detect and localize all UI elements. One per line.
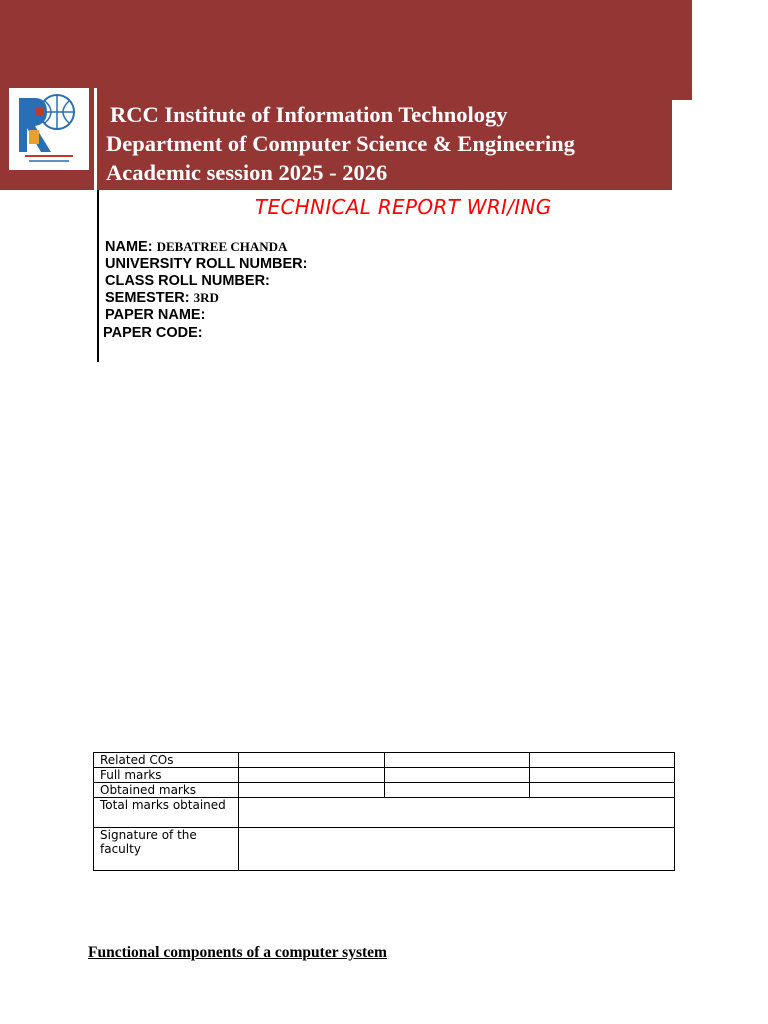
section-heading: Functional components of a computer system xyxy=(88,944,387,961)
academic-session: Academic session 2025 - 2026 xyxy=(106,160,388,185)
table-cell xyxy=(385,753,530,768)
table-row xyxy=(94,783,675,798)
total-marks-label: Total marks obtained xyxy=(94,798,239,828)
class-roll-label: CLASS ROLL NUMBER: xyxy=(105,273,270,289)
table-cell xyxy=(239,753,385,768)
semester-field xyxy=(105,291,219,306)
marks-table xyxy=(93,752,675,871)
header-divider xyxy=(94,88,97,190)
name-field xyxy=(105,240,287,255)
table-row xyxy=(94,768,675,783)
paper-name-field xyxy=(105,308,205,323)
obtained-marks-label: Obtained marks xyxy=(94,783,239,798)
table-cell xyxy=(239,768,385,783)
table-cell xyxy=(239,828,675,871)
table-row xyxy=(94,798,675,828)
university-roll-label: UNIVERSITY ROLL NUMBER: xyxy=(105,256,308,272)
university-roll-field xyxy=(105,257,307,272)
table-cell xyxy=(239,798,675,828)
left-margin-rule xyxy=(97,190,99,362)
table-cell xyxy=(530,768,675,783)
signature-label: Signature of the faculty xyxy=(94,828,239,871)
header-banner-top xyxy=(0,0,692,100)
semester-label: SEMESTER: xyxy=(105,290,190,306)
rcciit-logo-icon xyxy=(9,88,89,170)
table-cell xyxy=(385,768,530,783)
table-cell xyxy=(530,753,675,768)
full-marks-label: Full marks xyxy=(94,768,239,783)
table-cell xyxy=(385,783,530,798)
report-title: TECHNICAL REPORT WRI/ING xyxy=(255,195,552,219)
related-cos-label: Related COs xyxy=(94,753,239,768)
paper-code-label: PAPER CODE: xyxy=(103,325,203,341)
class-roll-field xyxy=(105,274,270,289)
table-cell xyxy=(530,783,675,798)
semester-value: 3RD xyxy=(193,290,219,305)
name-label: NAME: xyxy=(105,239,153,255)
paper-name-label: PAPER NAME: xyxy=(105,307,206,323)
table-row xyxy=(94,753,675,768)
name-value: DEBATREE CHANDA xyxy=(156,239,288,254)
institute-name: RCC Institute of Information Technology xyxy=(110,102,508,127)
table-row xyxy=(94,828,675,871)
table-cell xyxy=(239,783,385,798)
paper-code-field xyxy=(103,326,203,341)
department-name: Department of Computer Science & Engineering xyxy=(106,131,575,156)
